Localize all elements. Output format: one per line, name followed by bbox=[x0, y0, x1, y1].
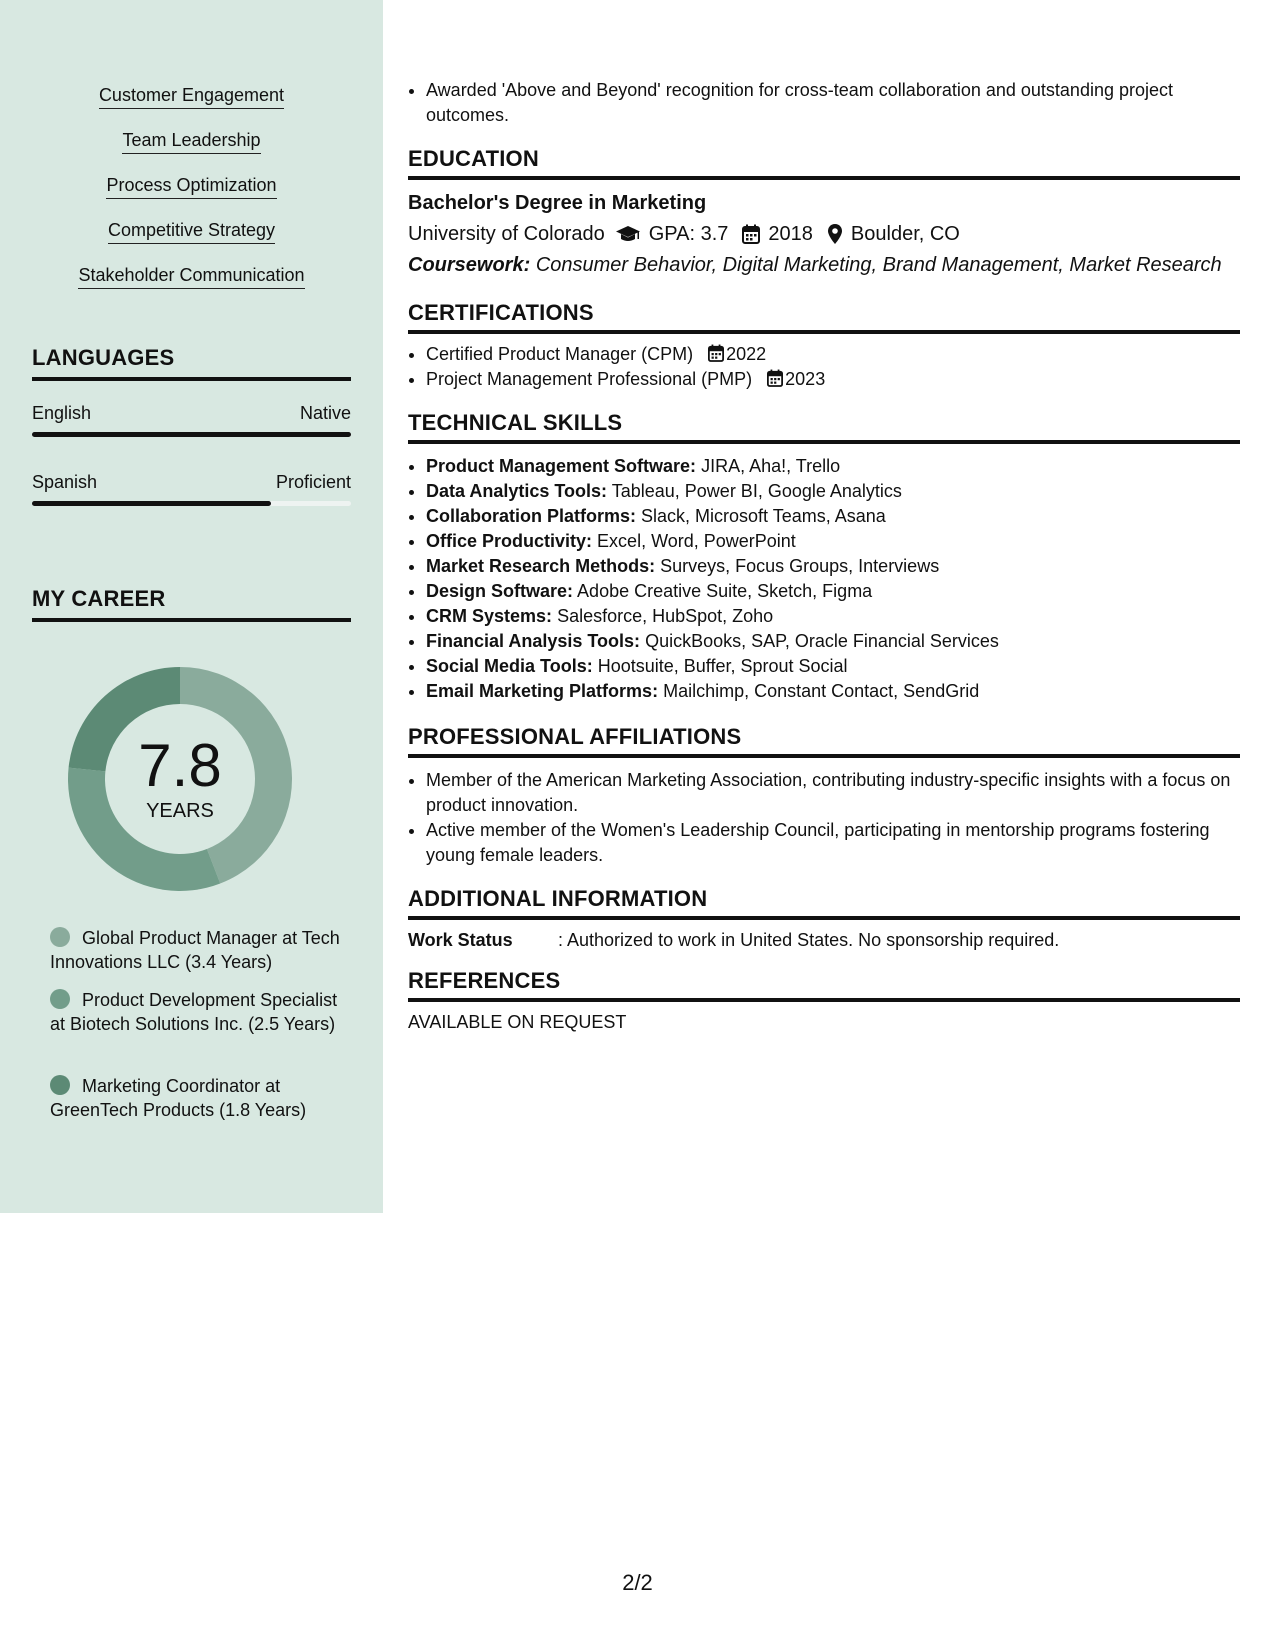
coursework-label: Coursework: bbox=[408, 254, 531, 276]
additional-info-heading: ADDITIONAL INFORMATION bbox=[408, 886, 1240, 920]
career-heading: MY CAREER bbox=[32, 586, 351, 622]
calendar-icon bbox=[742, 224, 760, 244]
tech-skill-item bbox=[426, 504, 1240, 529]
certifications-heading: CERTIFICATIONS bbox=[408, 300, 1240, 334]
tech-skill-label: Financial Analysis Tools: bbox=[426, 631, 641, 651]
school-name: University of Colorado bbox=[408, 223, 605, 245]
career-item bbox=[50, 926, 340, 974]
tech-skill-value: Slack, Microsoft Teams, Asana bbox=[641, 506, 886, 526]
tech-skill-value: Salesforce, HubSpot, Zoho bbox=[557, 606, 774, 626]
page-number: 2/2 bbox=[622, 1570, 653, 1595]
tech-skill-item bbox=[426, 604, 1240, 629]
certification-name: Project Management Professional (PMP) bbox=[426, 369, 753, 389]
tech-skill-label: Collaboration Platforms: bbox=[426, 506, 637, 526]
tech-skill-value: QuickBooks, SAP, Oracle Financial Services bbox=[645, 631, 999, 651]
tech-skill-item bbox=[426, 679, 1240, 704]
tech-skill-item bbox=[426, 479, 1240, 504]
graduation-year: 2018 bbox=[768, 223, 813, 245]
references-heading: REFERENCES bbox=[408, 968, 1240, 1002]
location-pin-icon bbox=[827, 223, 843, 245]
career-item bbox=[50, 1074, 340, 1122]
tech-skill-item bbox=[426, 654, 1240, 679]
skill-item: Team Leadership bbox=[122, 129, 260, 154]
career-item-text: Marketing Coordinator at GreenTech Products (1.8 Years) bbox=[50, 1076, 307, 1120]
language-level: Native bbox=[299, 403, 351, 423]
language-bar bbox=[32, 501, 351, 506]
tech-skill-label: Product Management Software: bbox=[426, 456, 697, 476]
degree-title: Bachelor's Degree in Marketing bbox=[408, 192, 707, 214]
education-location: Boulder, CO bbox=[850, 223, 960, 245]
experience-bullets bbox=[408, 78, 1240, 128]
main-content bbox=[408, 78, 1240, 1034]
gpa: GPA: 3.7 bbox=[648, 223, 729, 245]
education-heading: EDUCATION bbox=[408, 146, 1240, 180]
certification-year: 2023 bbox=[785, 369, 826, 389]
tech-skill-label: Email Marketing Platforms: bbox=[426, 681, 659, 701]
tech-skill-value: Hootsuite, Buffer, Sprout Social bbox=[597, 656, 848, 676]
certification-name: Certified Product Manager (CPM) bbox=[426, 344, 694, 364]
career-item bbox=[50, 988, 340, 1036]
affiliation-item: • Member of the American Marketing Association, contributing industry-specific insights with a focus on product innovation. bbox=[426, 768, 1240, 818]
skill-item: Competitive Strategy bbox=[108, 219, 275, 244]
tech-skill-label: Social Media Tools: bbox=[426, 656, 593, 676]
calendar-icon bbox=[708, 344, 724, 362]
tech-skill-value: Mailchimp, Constant Contact, SendGrid bbox=[663, 681, 980, 701]
tech-skill-value: JIRA, Aha!, Trello bbox=[701, 456, 841, 476]
tech-skill-label: Design Software: bbox=[426, 581, 574, 601]
sidebar bbox=[0, 0, 383, 1213]
legend-dot bbox=[50, 989, 70, 1009]
work-status bbox=[408, 928, 1240, 952]
skill-item: Customer Engagement bbox=[99, 84, 284, 109]
language-bar-fill bbox=[32, 501, 271, 506]
language-name: English bbox=[32, 403, 92, 423]
certifications-list bbox=[408, 342, 1240, 392]
languages-heading: LANGUAGES bbox=[32, 345, 351, 381]
tech-skill-value: Surveys, Focus Groups, Interviews bbox=[660, 556, 940, 576]
affiliations-heading: PROFESSIONAL AFFILIATIONS bbox=[408, 724, 1240, 758]
bullet-item: • Awarded 'Above and Beyond' recognition for cross-team collaboration and outstanding project outcomes. bbox=[426, 78, 1240, 128]
coursework-list: Consumer Behavior, Digital Marketing, Brand Management, Market Research bbox=[535, 254, 1222, 276]
tech-skill-label: Data Analytics Tools: bbox=[426, 481, 608, 501]
tech-skill-item bbox=[426, 579, 1240, 604]
affiliations-list bbox=[408, 768, 1240, 868]
calendar-icon bbox=[767, 369, 783, 387]
language-name: Spanish bbox=[32, 472, 98, 492]
tech-skill-label: Market Research Methods: bbox=[426, 556, 656, 576]
career-unit: YEARS bbox=[146, 800, 214, 822]
legend-dot bbox=[50, 927, 70, 947]
career-item-text: Product Development Specialist at Biotech Solutions Inc. (2.5 Years) bbox=[50, 990, 338, 1034]
tech-skill-label: CRM Systems: bbox=[426, 606, 553, 626]
technical-skills-list bbox=[408, 454, 1240, 704]
tech-skill-item bbox=[426, 529, 1240, 554]
references-text: AVAILABLE ON REQUEST bbox=[408, 1012, 627, 1032]
certification-item bbox=[426, 342, 1240, 367]
language-english bbox=[32, 403, 351, 437]
coursework bbox=[408, 250, 1240, 280]
tech-skill-value: Tableau, Power BI, Google Analytics bbox=[611, 481, 902, 501]
certification-item bbox=[426, 367, 1240, 392]
affiliation-item: • Active member of the Women's Leadership Council, participating in mentorship programs fostering young female leaders. bbox=[426, 818, 1240, 868]
career-total: 7.8 bbox=[138, 732, 222, 799]
education-details bbox=[408, 218, 1240, 250]
career-item-text: Global Product Manager at Tech Innovations LLC (3.4 Years) bbox=[50, 928, 340, 972]
graduation-cap-icon bbox=[615, 224, 641, 244]
tech-skill-value: Excel, Word, PowerPoint bbox=[597, 531, 796, 551]
language-bar bbox=[32, 432, 351, 437]
tech-skill-item bbox=[426, 554, 1240, 579]
skill-item: Stakeholder Communication bbox=[78, 264, 304, 289]
tech-skill-item bbox=[426, 454, 1240, 479]
language-level: Proficient bbox=[275, 472, 351, 492]
tech-skill-value: Adobe Creative Suite, Sketch, Figma bbox=[577, 581, 873, 601]
tech-skill-item bbox=[426, 629, 1240, 654]
language-bar-fill bbox=[32, 432, 351, 437]
work-status-value: : Authorized to work in United States. No sponsorship required. bbox=[558, 930, 1060, 950]
language-spanish bbox=[32, 472, 351, 506]
tech-skill-label: Office Productivity: bbox=[426, 531, 593, 551]
certification-year: 2022 bbox=[726, 344, 767, 364]
career-donut-chart bbox=[65, 664, 295, 894]
work-status-label: Work Status bbox=[408, 930, 513, 950]
skill-item: Process Optimization bbox=[106, 174, 276, 199]
technical-skills-heading: TECHNICAL SKILLS bbox=[408, 410, 1240, 444]
legend-dot bbox=[50, 1075, 70, 1095]
skills-list bbox=[0, 84, 383, 309]
